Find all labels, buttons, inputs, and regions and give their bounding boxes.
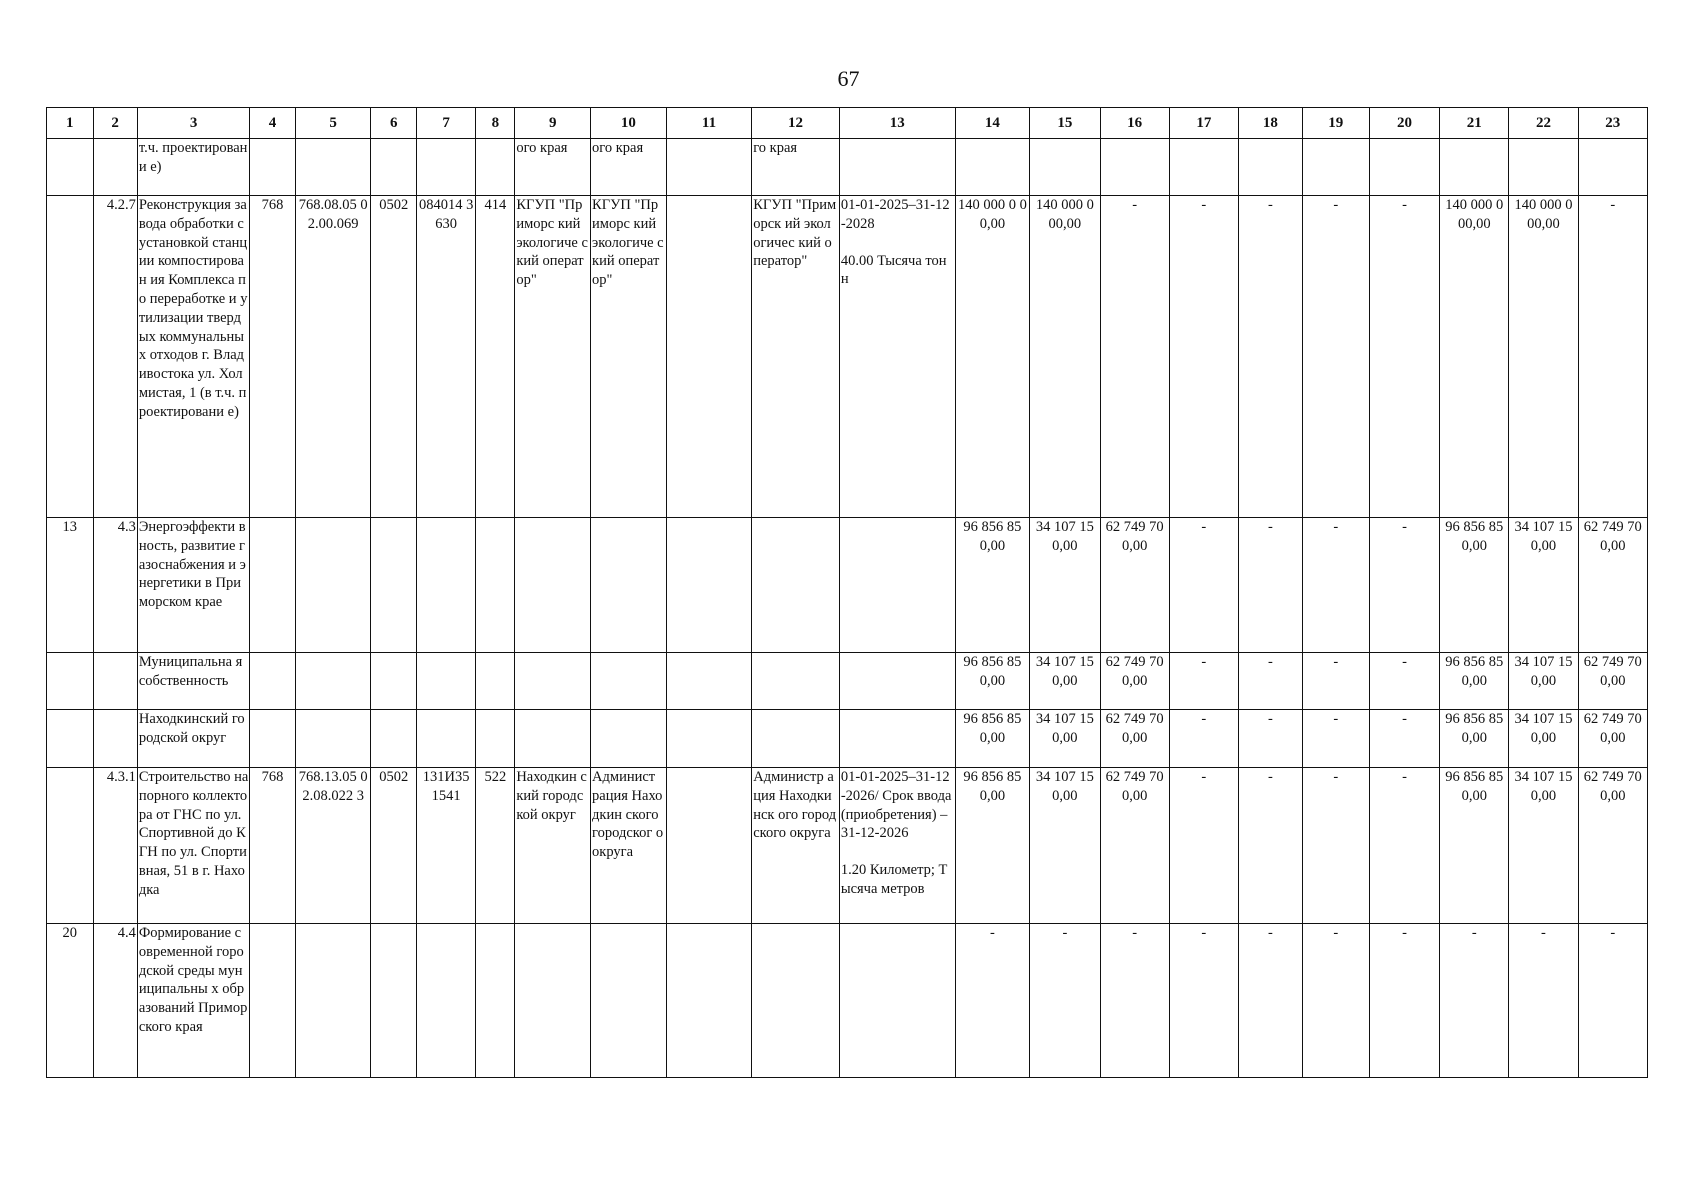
- cell-col5: 768.08.05 02.00.069: [295, 196, 371, 518]
- cell-col6: [371, 924, 416, 1078]
- cell-col13: [839, 139, 955, 196]
- cell-code: 4.3: [93, 518, 137, 653]
- cell-col4: [250, 139, 295, 196]
- cell-col18: -: [1238, 196, 1302, 518]
- cell-col18: -: [1238, 924, 1302, 1078]
- table-row: [47, 518, 1648, 653]
- column-header: 22: [1509, 108, 1578, 139]
- cell-row-number: [47, 710, 94, 768]
- cell-col4: 768: [250, 768, 295, 924]
- cell-code: 4.2.7: [93, 196, 137, 518]
- cell-name: Реконструкция завода обработки с установкой станции компостирован ия Комплекса по переработке и утилизации твердых коммунальных отходов г. Владивостока ул. Холмистая, 1 (в т.ч. проектировани е): [137, 196, 250, 518]
- cell-col15: 34 107 15 0,00: [1030, 768, 1100, 924]
- cell-col10: Админист рация Находкин ского городског о округа: [591, 768, 667, 924]
- cell-row-number: [47, 768, 94, 924]
- cell-name: Строительство напорного коллектора от ГНС по ул. Спортивной до КГН по ул. Спортивная, 51 в г. Находка: [137, 768, 250, 924]
- cell-col6: 0502: [371, 196, 416, 518]
- cell-col21: 96 856 85 0,00: [1440, 768, 1509, 924]
- cell-col20: -: [1369, 518, 1439, 653]
- cell-col13: [839, 196, 955, 518]
- cell-col14: -: [955, 924, 1030, 1078]
- cell-col19: -: [1302, 924, 1369, 1078]
- cell-col17: [1169, 139, 1238, 196]
- cell-col7: [416, 139, 475, 196]
- cell-col9: ого края: [515, 139, 591, 196]
- cell-row-number: 20: [47, 924, 94, 1078]
- period-text: 01-01-2025–31-12-2028: [840, 197, 950, 232]
- cell-col10: ого края: [591, 139, 667, 196]
- cell-code: 4.4: [93, 924, 137, 1078]
- cell-col21: -: [1440, 924, 1509, 1078]
- column-header: 10: [591, 108, 667, 139]
- cell-col9: КГУП "Приморс кий экологиче ский оператор": [515, 196, 591, 518]
- cell-col10: [591, 518, 667, 653]
- cell-col13: [839, 518, 955, 653]
- cell-col19: -: [1302, 196, 1369, 518]
- cell-col4: 768: [250, 196, 295, 518]
- column-header: 18: [1238, 108, 1302, 139]
- cell-col7: [416, 924, 475, 1078]
- column-header: 4: [250, 108, 295, 139]
- cell-col17: -: [1169, 196, 1238, 518]
- cell-col12: Администр ация Находкинск ого городского округа: [752, 768, 840, 924]
- table-header-row: [47, 108, 1648, 139]
- table-row: [47, 139, 1648, 196]
- column-header: 19: [1302, 108, 1369, 139]
- cell-col23: 62 749 70 0,00: [1578, 768, 1647, 924]
- column-header: 16: [1100, 108, 1169, 139]
- cell-code: [93, 653, 137, 710]
- cell-code: [93, 139, 137, 196]
- table-row: [47, 653, 1648, 710]
- cell-col16: 62 749 70 0,00: [1100, 653, 1169, 710]
- cell-col13: [839, 710, 955, 768]
- cell-col20: -: [1369, 653, 1439, 710]
- cell-col8: 414: [476, 196, 515, 518]
- cell-col14: 96 856 85 0,00: [955, 710, 1030, 768]
- cell-col22: [1509, 139, 1578, 196]
- cell-col5: [295, 139, 371, 196]
- cell-col9: [515, 710, 591, 768]
- cell-col5: 768.13.05 02.08.022 3: [295, 768, 371, 924]
- table-row: [47, 924, 1648, 1078]
- capacity-text: 40.00 Тысяча тонн: [840, 252, 947, 288]
- cell-col5: [295, 653, 371, 710]
- cell-col7: [416, 518, 475, 653]
- cell-col10: [591, 653, 667, 710]
- cell-col11: [666, 518, 751, 653]
- cell-col12: [752, 653, 840, 710]
- cell-col11: [666, 768, 751, 924]
- cell-col4: [250, 653, 295, 710]
- cell-col22: 34 107 15 0,00: [1509, 710, 1578, 768]
- cell-col15: -: [1030, 924, 1100, 1078]
- cell-col13: [839, 653, 955, 710]
- cell-code: [93, 710, 137, 768]
- cell-col8: [476, 710, 515, 768]
- cell-col10: [591, 710, 667, 768]
- cell-col20: -: [1369, 710, 1439, 768]
- cell-col7: 084014 3630: [416, 196, 475, 518]
- cell-col9: [515, 924, 591, 1078]
- table-row: [47, 710, 1648, 768]
- cell-row-number: [47, 139, 94, 196]
- cell-col6: [371, 139, 416, 196]
- cell-col9: Находкин ский городской округ: [515, 768, 591, 924]
- period-text: 01-01-2025–31-12-2026/ Срок ввода (приобретения) – 31-12-2026: [840, 769, 952, 842]
- cell-col7: 131И35 1541: [416, 768, 475, 924]
- budget-table: [46, 107, 1648, 1078]
- cell-col12: [752, 518, 840, 653]
- cell-col9: [515, 518, 591, 653]
- cell-col21: [1440, 139, 1509, 196]
- cell-col15: 34 107 15 0,00: [1030, 653, 1100, 710]
- cell-col14: [955, 139, 1030, 196]
- column-header: 8: [476, 108, 515, 139]
- column-header: 5: [295, 108, 371, 139]
- column-header: 9: [515, 108, 591, 139]
- cell-col12: го края: [752, 139, 840, 196]
- column-header: 6: [371, 108, 416, 139]
- cell-col11: [666, 710, 751, 768]
- cell-col12: [752, 924, 840, 1078]
- cell-col9: [515, 653, 591, 710]
- cell-col19: [1302, 139, 1369, 196]
- cell-col22: 140 000 0 00,00: [1509, 196, 1578, 518]
- cell-col22: 34 107 15 0,00: [1509, 768, 1578, 924]
- cell-col23: -: [1578, 924, 1647, 1078]
- cell-col22: -: [1509, 924, 1578, 1078]
- cell-col22: 34 107 15 0,00: [1509, 518, 1578, 653]
- cell-col8: [476, 139, 515, 196]
- cell-col5: [295, 924, 371, 1078]
- cell-col11: [666, 653, 751, 710]
- cell-col21: 96 856 85 0,00: [1440, 518, 1509, 653]
- cell-col16: -: [1100, 924, 1169, 1078]
- cell-col5: [295, 518, 371, 653]
- column-header: 2: [93, 108, 137, 139]
- cell-col18: -: [1238, 768, 1302, 924]
- cell-col6: 0502: [371, 768, 416, 924]
- table-row: [47, 768, 1648, 924]
- spacer: [841, 234, 954, 252]
- cell-col19: -: [1302, 710, 1369, 768]
- cell-col17: -: [1169, 924, 1238, 1078]
- cell-col11: [666, 924, 751, 1078]
- column-header: 23: [1578, 108, 1647, 139]
- cell-col6: [371, 653, 416, 710]
- capacity-text: 1.20 Километр; Тысяча метров: [840, 862, 948, 897]
- cell-col5: [295, 710, 371, 768]
- cell-col19: -: [1302, 653, 1369, 710]
- cell-col4: [250, 924, 295, 1078]
- cell-col18: -: [1238, 710, 1302, 768]
- cell-col20: -: [1369, 768, 1439, 924]
- cell-col6: [371, 518, 416, 653]
- cell-col10: [591, 924, 667, 1078]
- column-header: 1: [47, 108, 94, 139]
- cell-col8: 522: [476, 768, 515, 924]
- cell-col14: 96 856 85 0,00: [955, 518, 1030, 653]
- cell-col16: [1100, 139, 1169, 196]
- column-header: 21: [1440, 108, 1509, 139]
- column-header: 11: [666, 108, 751, 139]
- cell-col16: 62 749 70 0,00: [1100, 768, 1169, 924]
- cell-col10: КГУП "Приморс кий экологиче ский оператор": [591, 196, 667, 518]
- cell-name: Находкинский городской округ: [137, 710, 250, 768]
- cell-col17: -: [1169, 710, 1238, 768]
- cell-name: т.ч. проектировани е): [137, 139, 250, 196]
- column-header: 20: [1369, 108, 1439, 139]
- cell-col14: 140 000 0 00,00: [955, 196, 1030, 518]
- cell-col13: [839, 768, 955, 924]
- page-number: 67: [837, 66, 860, 91]
- cell-col18: [1238, 139, 1302, 196]
- cell-col23: 62 749 70 0,00: [1578, 653, 1647, 710]
- cell-row-number: [47, 653, 94, 710]
- cell-row-number: 13: [47, 518, 94, 653]
- column-header: 14: [955, 108, 1030, 139]
- cell-col15: 34 107 15 0,00: [1030, 710, 1100, 768]
- cell-col23: 62 749 70 0,00: [1578, 710, 1647, 768]
- cell-name: Энергоэффекти вность, развитие газоснабжения и энергетики в Приморском крае: [137, 518, 250, 653]
- table-row: [47, 196, 1648, 518]
- column-header: 15: [1030, 108, 1100, 139]
- spacer: [841, 843, 954, 861]
- cell-col8: [476, 518, 515, 653]
- cell-code: 4.3.1: [93, 768, 137, 924]
- cell-col19: -: [1302, 518, 1369, 653]
- cell-col21: 96 856 85 0,00: [1440, 653, 1509, 710]
- column-header: 12: [752, 108, 840, 139]
- cell-col8: [476, 653, 515, 710]
- cell-col20: -: [1369, 924, 1439, 1078]
- cell-name: Формирование современной городской среды муниципальны х образований Приморского края: [137, 924, 250, 1078]
- cell-col7: [416, 653, 475, 710]
- cell-col6: [371, 710, 416, 768]
- cell-col16: 62 749 70 0,00: [1100, 518, 1169, 653]
- cell-row-number: [47, 196, 94, 518]
- cell-col17: -: [1169, 653, 1238, 710]
- cell-col13: [839, 924, 955, 1078]
- cell-col15: 34 107 15 0,00: [1030, 518, 1100, 653]
- cell-col18: -: [1238, 518, 1302, 653]
- cell-col20: [1369, 139, 1439, 196]
- cell-col23: -: [1578, 196, 1647, 518]
- cell-col18: -: [1238, 653, 1302, 710]
- column-header: 17: [1169, 108, 1238, 139]
- cell-col14: 96 856 85 0,00: [955, 653, 1030, 710]
- cell-col20: -: [1369, 196, 1439, 518]
- cell-col22: 34 107 15 0,00: [1509, 653, 1578, 710]
- cell-col15: 140 000 0 00,00: [1030, 196, 1100, 518]
- cell-col16: 62 749 70 0,00: [1100, 710, 1169, 768]
- cell-col14: 96 856 85 0,00: [955, 768, 1030, 924]
- cell-col4: [250, 710, 295, 768]
- cell-col21: 140 000 0 00,00: [1440, 196, 1509, 518]
- cell-name: Муниципальна я собственность: [137, 653, 250, 710]
- cell-col17: -: [1169, 518, 1238, 653]
- column-header: 3: [137, 108, 250, 139]
- cell-col21: 96 856 85 0,00: [1440, 710, 1509, 768]
- cell-col8: [476, 924, 515, 1078]
- cell-col15: [1030, 139, 1100, 196]
- cell-col4: [250, 518, 295, 653]
- cell-col23: 62 749 70 0,00: [1578, 518, 1647, 653]
- cell-col7: [416, 710, 475, 768]
- column-header: 7: [416, 108, 475, 139]
- cell-col12: [752, 710, 840, 768]
- cell-col19: -: [1302, 768, 1369, 924]
- cell-col16: -: [1100, 196, 1169, 518]
- cell-col12: КГУП "Приморск ий экологичес кий оператор": [752, 196, 840, 518]
- cell-col23: [1578, 139, 1647, 196]
- cell-col11: [666, 196, 751, 518]
- column-header: 13: [839, 108, 955, 139]
- cell-col17: -: [1169, 768, 1238, 924]
- cell-col11: [666, 139, 751, 196]
